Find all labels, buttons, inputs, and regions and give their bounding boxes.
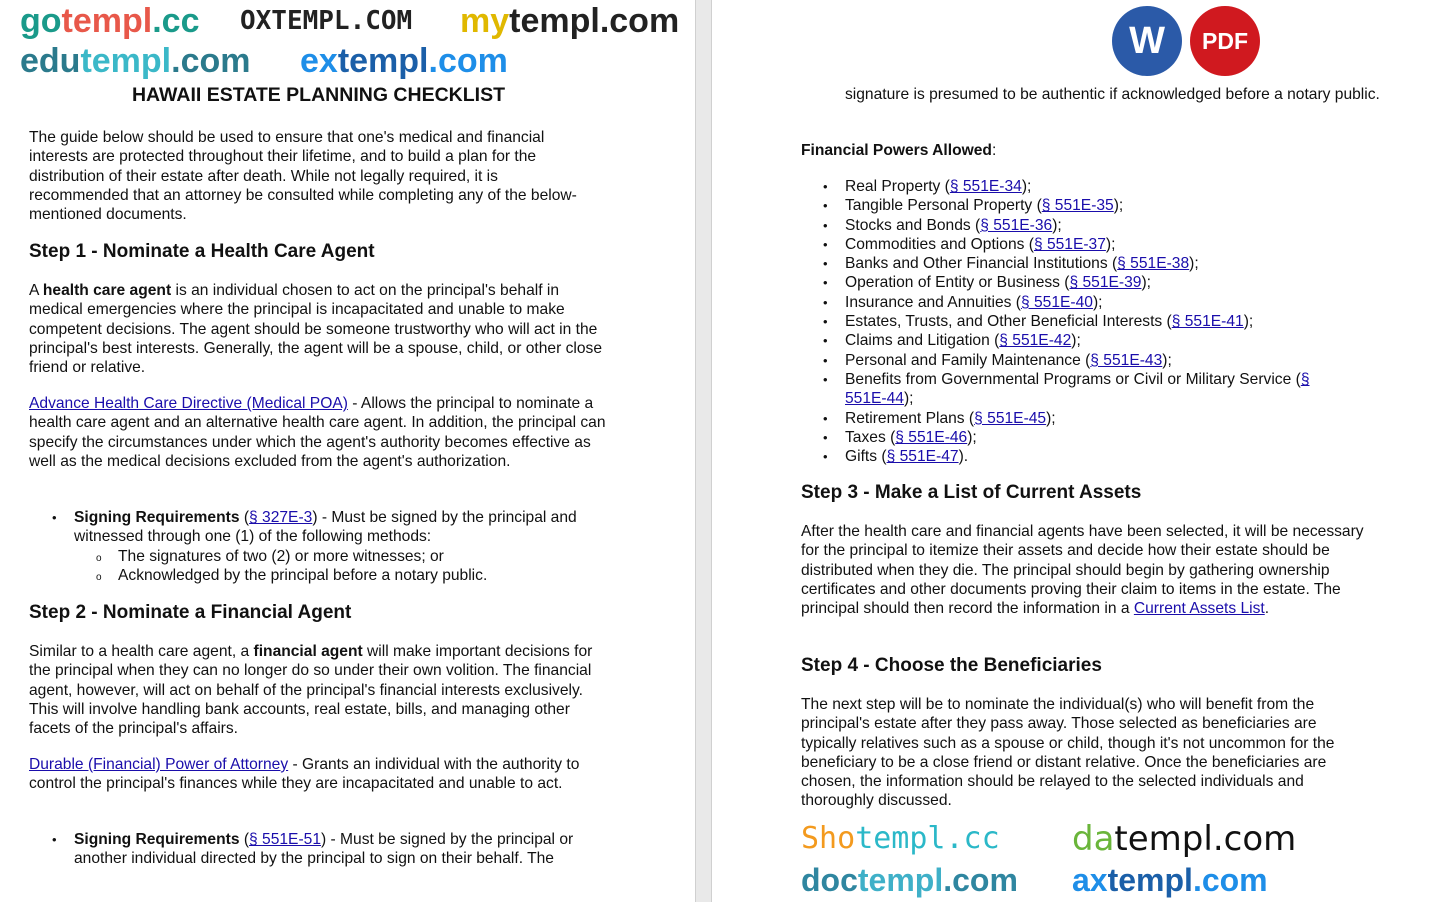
text: - Allows the principal to nominate a health care agent and an alternative health care agent. In addition, the principal can specify the circumstances under which the agent's authority becomes effective as well as the medical decisions excluded from the agent's authorization.	[29, 395, 606, 470]
text: is an individual chosen to act on the principal's behalf in medical emergencies where the principal is incapacitated and unable to make competent decisions. The agent should be someone trustworthy who will act in the principal's best interests. Generally, the agent will be a spouse, child, or other close friend or relative.	[29, 282, 603, 377]
text: Commodities and Options (	[845, 235, 1034, 253]
page-title: HAWAII ESTATE PLANNING CHECKLIST	[131, 84, 506, 106]
text: Estates, Trusts, and Other Beneficial Interests (	[845, 313, 1172, 331]
list-item	[74, 508, 594, 585]
text: Real Property (	[845, 178, 950, 195]
text: A	[29, 282, 43, 299]
step1-signing	[74, 508, 594, 585]
label: Signing Requirements	[74, 831, 240, 848]
watermark: edutempl.com	[20, 42, 251, 80]
text: );	[1105, 235, 1116, 253]
text: );	[1071, 332, 1081, 350]
power-item	[845, 254, 1355, 273]
text: );	[1046, 409, 1056, 427]
label: Signing Requirements	[74, 509, 240, 526]
power-item	[845, 273, 1355, 292]
step4-heading: Step 4 - Choose the Beneficiaries	[801, 655, 1102, 676]
text: Stocks and Bonds (	[845, 216, 981, 234]
label: Financial Powers Allowed	[801, 142, 992, 159]
power-item	[845, 331, 1355, 350]
watermark: mytempl.com	[460, 2, 680, 40]
pdf-icon: PDF	[1190, 6, 1260, 76]
list-item: o The signatures of two (2) or more witnesses; or	[118, 547, 594, 566]
statute-link[interactable]: § 551E-36	[980, 216, 1053, 234]
text: ) - Must be signed by the principal or another individual directed by the principal to sign on their behalf. The	[74, 831, 574, 868]
step1-document	[29, 394, 609, 471]
watermark: OXTEMPL.COM	[240, 6, 413, 36]
text: Taxes (	[845, 428, 896, 446]
text: .	[1264, 600, 1270, 618]
watermark: axtempl.com	[1072, 862, 1268, 898]
step3-paragraph	[801, 522, 1376, 618]
text: Operation of Entity or Business (	[845, 274, 1070, 292]
statute-link[interactable]: § 551E-51	[249, 831, 321, 848]
text: );	[1052, 216, 1062, 234]
text: - Grants an individual with the authority to control the principal's finances while they are incapacitated and unable to act.	[29, 756, 580, 793]
current-assets-list-link[interactable]: Current Assets List	[1133, 600, 1265, 618]
watermark: doctempl.com	[801, 862, 1018, 898]
list-item	[74, 830, 614, 869]
statute-link[interactable]: § 551E-45	[974, 409, 1047, 427]
term: financial agent	[253, 643, 363, 660]
statute-link[interactable]: § 551E-47	[886, 448, 959, 466]
powers-list	[845, 177, 1355, 466]
intro-paragraph: The guide below should be used to ensure that one's medical and financial interests are protected throughout their lifetime, and to build a plan for the distribution of their estate after death. While not legally required, it is recommended that an attorney be consulted while completing any of the below-mentioned documents.	[29, 129, 577, 224]
power-item	[845, 409, 1355, 428]
text: );	[1021, 178, 1032, 195]
medical-poa-link[interactable]: Advance Health Care Directive (Medical POA)	[29, 395, 348, 412]
step4-paragraph: The next step will be to nominate the individual(s) who will benefit from the principal's estate after they pass away. Those selected as beneficiaries are typically relatives such as a spouse or child, though it's not uncommon for the beneficiary to be a close friend or distant relative. Once the beneficiaries are chosen, the information should be relayed to the selected individuals and thoroughly discussed.	[801, 696, 1335, 810]
statute-link[interactable]: § 551E-41	[1171, 313, 1244, 331]
text: );	[1092, 293, 1103, 311]
statute-link[interactable]: § 551E-44	[845, 370, 1310, 408]
watermark: Shotempl.cc	[801, 821, 1000, 856]
list-item: o Acknowledged by the principal before a notary public.	[118, 566, 594, 585]
financial-poa-link[interactable]: Durable (Financial) Power of Attorney	[29, 756, 289, 773]
power-item	[845, 196, 1355, 215]
text: (	[239, 509, 250, 526]
text: Retirement Plans (	[845, 409, 975, 427]
text: Banks and Other Financial Institutions (	[845, 255, 1118, 273]
text: );	[903, 390, 914, 408]
signing-continued: signature is presumed to be authentic if acknowledged before a notary public.	[845, 86, 1380, 103]
power-item	[845, 428, 1355, 447]
text: ) - Must be signed by the principal and witnessed through one (1) of the following methods:	[74, 509, 577, 546]
text: After the health care and financial agents have been selected, it will be necessary for the principal to itemize their assets and decide how their estate should be distributed when they die. The principal should begin by gathering ownership certificates and other documents proving their claim to items in the estate. The principal should then record the information in a	[801, 523, 1364, 618]
power-item	[845, 216, 1355, 235]
statute-link[interactable]: § 551E-40	[1020, 293, 1093, 311]
text: );	[1113, 197, 1124, 215]
power-item	[845, 370, 1355, 409]
step2-signing	[74, 830, 614, 869]
text: Personal and Family Maintenance (	[845, 351, 1091, 369]
watermark: extempl.com	[300, 42, 508, 80]
text: will make important decisions for the principal when they can no longer do so under their own volition. The financial agent, however, will act on behalf of the principal's financial interests exclusively. This will involve handling bank accounts, real estate, bills, and managing other facets of the principal's affairs.	[29, 643, 593, 738]
text: :	[991, 142, 997, 159]
document-page-left	[0, 0, 695, 902]
text: Similar to a health care agent, a	[29, 643, 254, 660]
text: );	[1162, 351, 1172, 369]
statute-link[interactable]: § 551E-39	[1069, 274, 1142, 292]
word-icon: W	[1112, 6, 1182, 76]
text: );	[1189, 255, 1199, 273]
statute-link[interactable]: § 327E-3	[249, 509, 313, 526]
text: );	[1243, 313, 1254, 331]
text: Tangible Personal Property (	[845, 197, 1042, 215]
step1-paragraph	[29, 281, 609, 377]
power-item	[845, 235, 1355, 254]
text: );	[1141, 274, 1151, 292]
text: );	[967, 428, 977, 446]
statute-link[interactable]: § 551E-38	[1117, 255, 1190, 273]
power-item	[845, 447, 1355, 466]
power-item	[845, 312, 1355, 331]
text: Benefits from Governmental Programs or Civil or Military Service (	[845, 370, 1301, 388]
text: Gifts (	[845, 448, 887, 466]
text: (	[239, 831, 250, 848]
step2-heading: Step 2 - Nominate a Financial Agent	[29, 602, 352, 623]
watermark: gotempl.cc	[20, 2, 200, 40]
page-separator	[695, 0, 712, 902]
power-item	[845, 293, 1355, 312]
statute-link[interactable]: § 551E-42	[999, 332, 1072, 350]
watermark: datempl.com	[1072, 819, 1297, 859]
step2-paragraph	[29, 642, 594, 738]
statute-link[interactable]: § 551E-35	[1041, 197, 1114, 215]
statute-link[interactable]: § 551E-34	[949, 178, 1022, 195]
term: health care agent	[42, 282, 172, 299]
text: Insurance and Annuities (	[845, 293, 1021, 311]
power-item	[845, 177, 1355, 196]
text: Claims and Litigation (	[845, 332, 1000, 350]
step1-heading: Step 1 - Nominate a Health Care Agent	[29, 241, 375, 262]
statute-link[interactable]: § 551E-43	[1090, 351, 1163, 369]
statute-link[interactable]: § 551E-46	[895, 428, 968, 446]
power-item	[845, 351, 1355, 370]
statute-link[interactable]: § 551E-37	[1033, 235, 1106, 253]
document-page-right	[712, 0, 1434, 902]
text: ).	[958, 448, 969, 466]
step3-heading: Step 3 - Make a List of Current Assets	[801, 482, 1142, 503]
step2-document	[29, 755, 609, 794]
powers-heading	[801, 141, 996, 160]
